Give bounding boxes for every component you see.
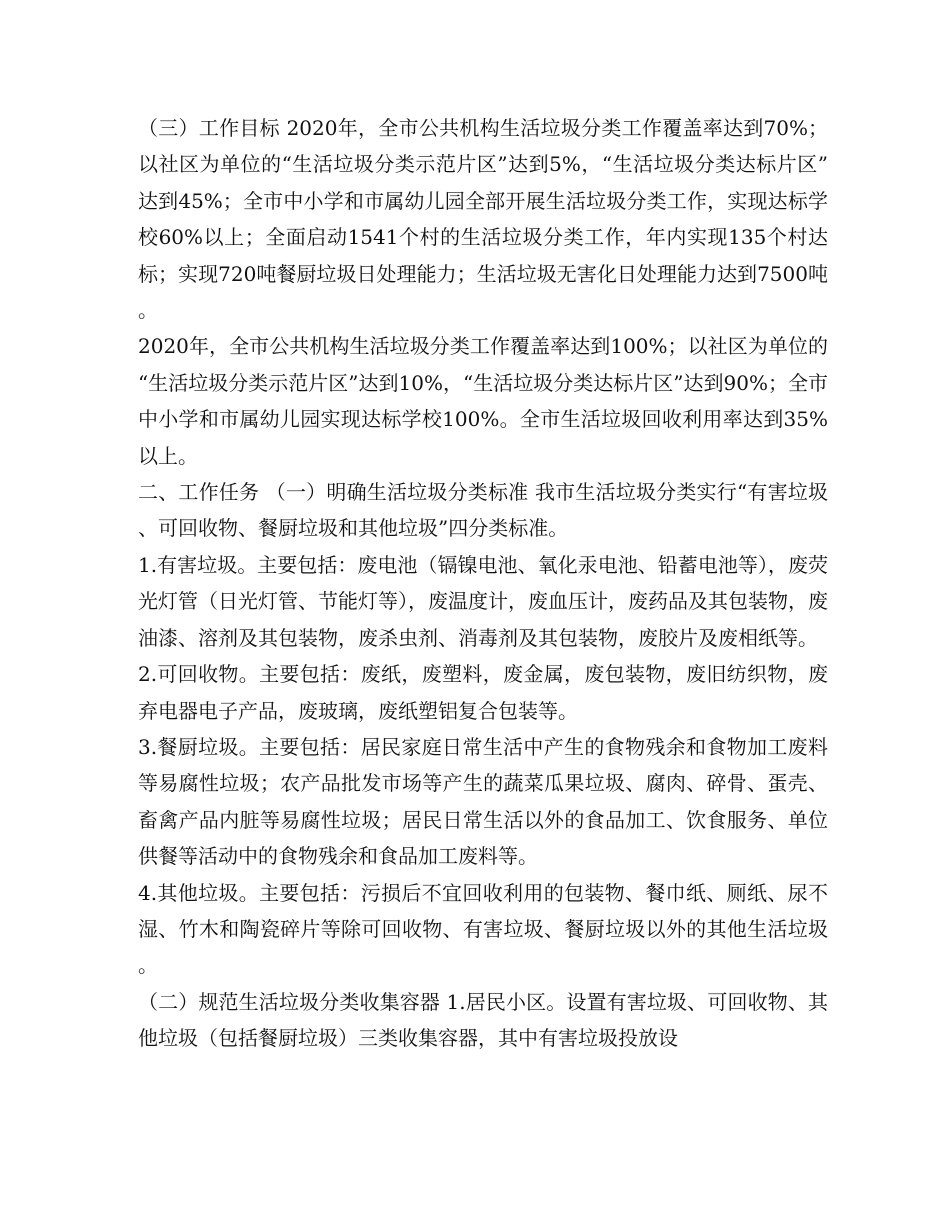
paragraph-collection-containers: （二）规范生活垃圾分类收集容器 1.居民小区。设置有害垃圾、可回收物、其他垃圾（包括餐厨垃圾）三类收集容器，其中有害垃圾投放设 [138, 989, 828, 1051]
paragraph-work-tasks: 二、工作任务 （一）明确生活垃圾分类标准 我市生活垃圾分类实行“有害垃圾、可回收物、餐厨垃圾和其他垃圾”四分类标准。 [138, 480, 828, 541]
paragraph-2020-targets: 2020年，全市公共机构生活垃圾分类工作覆盖率达到100%；以社区为单位的“生活垃圾分类示范片区”达到10%，“生活垃圾分类达标片区”达到90%；全市中小学和市属幼儿园实现达标学校100%。全市生活垃圾回收利用率达到35%以上。 [138, 334, 828, 468]
paragraph-work-goals: （三）工作目标 2020年，全市公共机构生活垃圾分类工作覆盖率达到70%；以社区为单位的“生活垃圾分类示范片区”达到5%，“生活垃圾分类达标片区”达到45%；全市中小学和市属幼儿园全部开展生活垃圾分类工作，实现达标学校60%以上；全面启动1541个村的生活垃圾分类工作，年内实现135个村达标；实现720吨餐厨垃圾日处理能力；生活垃圾无害化日处理能力达到7500吨。 [138, 116, 828, 323]
paragraph-recyclables: 2.可回收物。主要包括：废纸，废塑料，废金属，废包装物，废旧纺织物，废弃电器电子产品，废玻璃，废纸塑铝复合包装等。 [138, 662, 828, 723]
paragraph-hazardous-waste: 1.有害垃圾。主要包括：废电池（镉镍电池、氧化汞电池、铅蓄电池等），废荧光灯管（日光灯管、节能灯等），废温度计，废血压计，废药品及其包装物，废油漆、溶剂及其包装物，废杀虫剂、消毒剂及其包装物，废胶片及废相纸等。 [138, 552, 828, 650]
document-page [138, 110, 828, 1057]
paragraph-other-waste: 4.其他垃圾。主要包括：污损后不宜回收利用的包装物、餐巾纸、厕纸、尿不湿、竹木和陶瓷碎片等除可回收物、有害垃圾、餐厨垃圾以外的其他生活垃圾。 [138, 880, 828, 978]
paragraph-kitchen-waste: 3.餐厨垃圾。主要包括：居民家庭日常生活中产生的食物残余和食物加工废料等易腐性垃圾；农产品批发市场等产生的蔬菜瓜果垃圾、腐肉、碎骨、蛋壳、畜禽产品内脏等易腐性垃圾；居民日常生活以外的食品加工、饮食服务、单位供餐等活动中的食物残余和食品加工废料等。 [138, 734, 828, 869]
